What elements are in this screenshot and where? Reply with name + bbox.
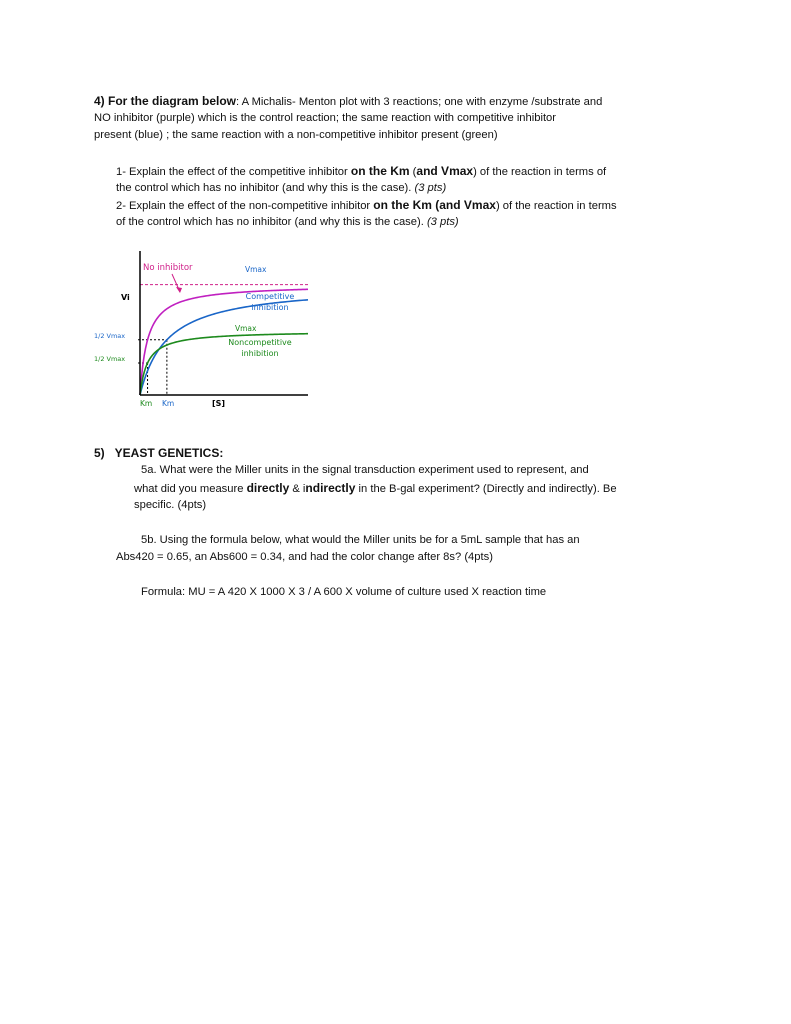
q5-heading-num: 5) [94, 446, 105, 460]
label-noncomp-2: inhibition [241, 349, 279, 358]
label-half-vmax-2: 1/2 Vmax [94, 355, 126, 363]
q4-item1-post: ) of the reaction in terms of [473, 166, 607, 178]
q4-item2-pre: 2- Explain the effect of the non-competitive inhibitor [116, 200, 374, 212]
q4-item1-pts: (3 pts) [414, 182, 447, 194]
q4-item1-mid: ( [409, 166, 417, 178]
q4-item1-line2-text: the control which has no inhibitor (and why this is the case). [116, 182, 415, 194]
q5a-mid: & i [289, 483, 306, 495]
q4-item1-bold1: on the Km [350, 164, 410, 178]
label-half-vmax-1: 1/2 Vmax [94, 332, 126, 340]
q5a-post: in the B-gal experiment? (Directly and indirectly). Be [355, 483, 617, 495]
q4-item1-pre: 1- Explain the effect of the competitive inhibitor [116, 166, 351, 178]
q4-item2-line2-text: of the control which has no inhibitor (and why this is the case). [116, 216, 427, 228]
q4-item2-bold1: on the Km (and Vmax [373, 198, 496, 212]
q4-intro-rest: : A Michalis- Menton plot with 3 reactions; one with enzyme /substrate and [236, 96, 603, 108]
q5a-directly: directly [246, 481, 290, 495]
label-no-inhibitor: No inhibitor [143, 263, 193, 273]
q5-heading: YEAST GENETICS: [114, 446, 224, 460]
label-vmax-green: Vmax [235, 324, 257, 333]
label-competitive-1: Competitive [245, 292, 295, 301]
michaelis-menten-chart [94, 248, 312, 410]
q5a-pre: what did you measure [134, 483, 247, 495]
q5a-line2 [134, 480, 617, 499]
q5-formula: Formula: MU = A 420 X 1000 X 3 / A 600 X volume of culture used X reaction time [141, 586, 547, 598]
q4-item2-pts: (3 pts) [426, 216, 459, 228]
q5-heading-line [94, 445, 223, 464]
label-vmax-top: Vmax [245, 265, 267, 274]
label-competitive-2: inhibition [251, 303, 289, 312]
q4-line1 [94, 93, 602, 112]
label-vi: Vi [121, 293, 130, 302]
q4-item1-line1 [116, 163, 606, 182]
q5a-line3: specific. (4pts) [134, 499, 207, 511]
label-km-2: Km [162, 399, 175, 408]
q5a-line1: 5a. What were the Miller units in the signal transduction experiment used to represent, and [141, 464, 589, 476]
label-km-1: Km [140, 399, 153, 408]
q4-item2-post: ) of the reaction in terms [495, 200, 617, 212]
q4-intro-line2: NO inhibitor (purple) which is the control reaction; the same reaction with competitive inhibitor [94, 112, 557, 124]
q4-intro-line3: present (blue) ; the same reaction with a non-competitive inhibitor present (green) [94, 129, 498, 141]
q5b-line1: 5b. Using the formula below, what would the Miller units be for a 5mL sample that has an [141, 534, 580, 546]
label-s-axis: [S] [212, 399, 226, 408]
q4-item1-bold2: and Vmax [416, 164, 474, 178]
q4-item2-line1 [116, 197, 617, 216]
label-noncomp-1: Noncompetitive [228, 338, 292, 347]
q4-item2-line2 [116, 214, 459, 232]
q4-item1-line2 [116, 180, 446, 198]
q4-label: 4) For the diagram below [94, 94, 237, 108]
q5b-line2: Abs420 = 0.65, an Abs600 = 0.34, and had the color change after 8s? (4pts) [116, 551, 493, 563]
q5a-indirectly: ndirectly [305, 481, 356, 495]
